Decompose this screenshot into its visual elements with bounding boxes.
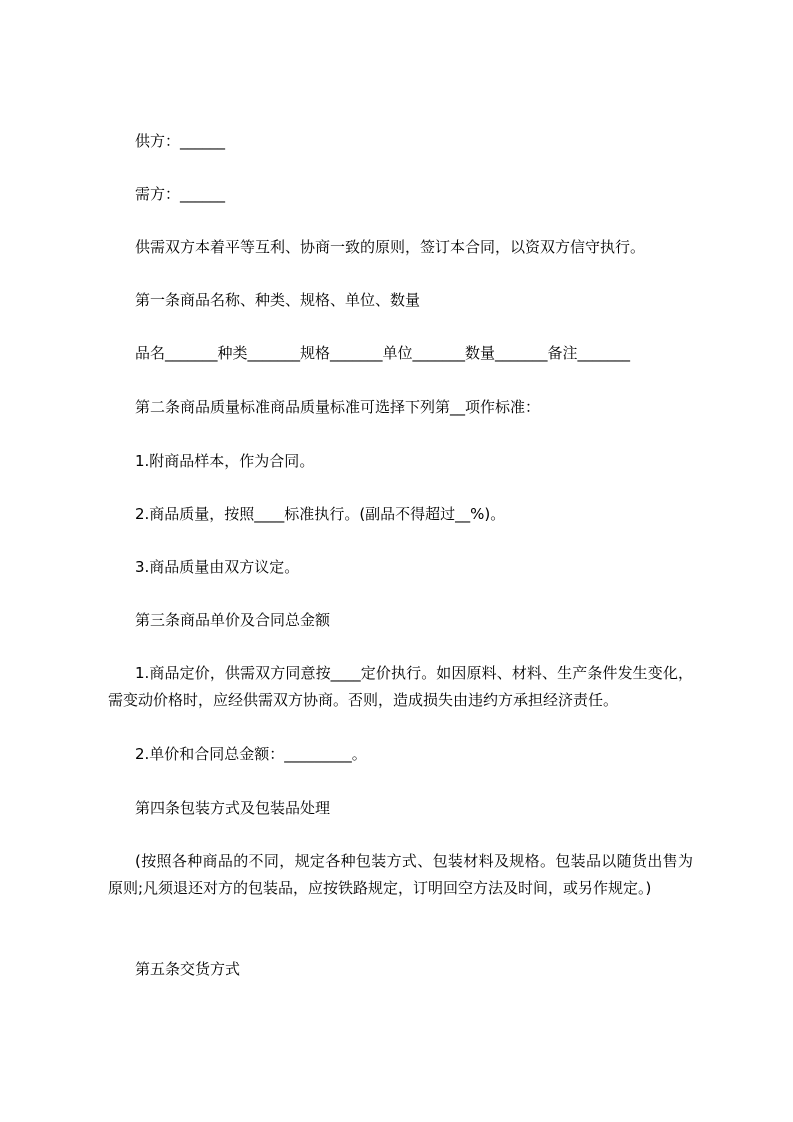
article-5-heading: 第五条交货方式: [135, 960, 241, 978]
article-2-heading: 第二条商品质量标准商品质量标准可选择下列第__项作标准：: [135, 398, 541, 416]
quality-item-2: 2.商品质量，按照____标准执行。(副品不得超过__%)。: [135, 505, 506, 523]
article-4-heading: 第四条包装方式及包装品处理: [135, 799, 331, 817]
product-fields-line: 品名_______种类_______规格_______单位_______数量_______备注_______: [135, 344, 631, 362]
buyer-line: 需方：______: [135, 185, 226, 203]
article-3-heading: 第三条商品单价及合同总金额: [135, 611, 331, 629]
pricing-paragraph: 1.商品定价，供需双方同意按____定价执行。如因原料、材料、生产条件发生变化，需变动价格时，应经供需双方协商。否则，造成损失由违约方承担经济责任。: [108, 664, 693, 709]
total-amount-line: 2.单价和合同总金额：_________。: [135, 745, 367, 763]
preamble-paragraph: 供需双方本着平等互利、协商一致的原则，签订本合同，以资双方信守执行。: [135, 238, 646, 256]
supplier-line: 供方：______: [135, 132, 226, 150]
article-1-heading: 第一条商品名称、种类、规格、单位、数量: [135, 291, 421, 309]
quality-item-3: 3.商品质量由双方议定。: [135, 558, 300, 576]
packaging-paragraph: (按照各种商品的不同，规定各种包装方式、包装材料及规格。包装品以随货出售为原则;凡须退还对方的包装品，应按铁路规定，订明回空方法及时间，或另作规定。): [108, 852, 693, 897]
quality-item-1: 1.附商品样本，作为合同。: [135, 452, 315, 470]
